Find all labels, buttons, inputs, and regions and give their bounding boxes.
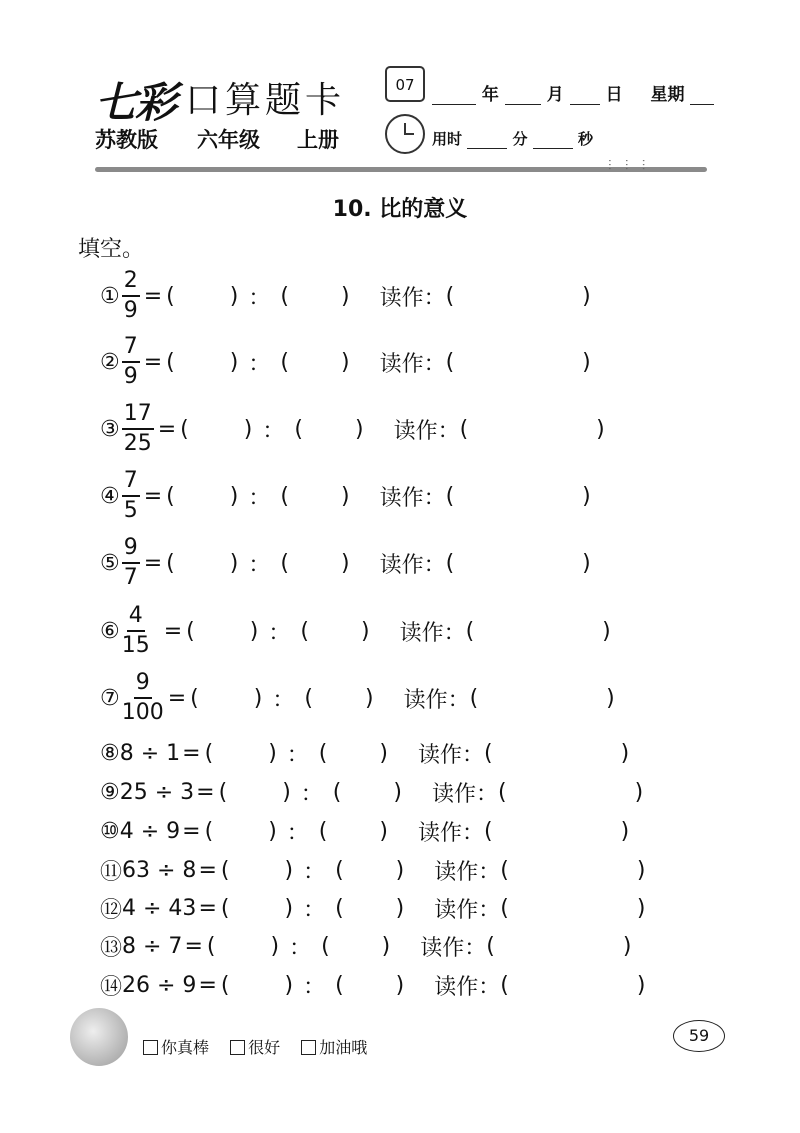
volume-label: 上册 xyxy=(297,128,339,152)
right-paren: ) xyxy=(229,550,239,576)
numerator: 9 xyxy=(134,672,152,699)
problem-row xyxy=(100,816,629,847)
right-paren: ) xyxy=(582,349,591,375)
left-paren: ( xyxy=(280,483,289,509)
left-paren: ( xyxy=(498,780,507,805)
left-paren: ( xyxy=(180,416,189,442)
date-fields xyxy=(432,80,714,105)
minutes-blank[interactable] xyxy=(467,148,507,149)
fraction xyxy=(122,336,140,388)
read-as-label: 读作： xyxy=(393,418,460,444)
problem-row xyxy=(100,605,611,657)
equals-sign: = xyxy=(157,416,177,442)
edition-label: 苏教版 xyxy=(95,128,158,152)
fraction xyxy=(122,470,140,522)
division-expression: 25 ÷ 3 xyxy=(119,780,195,805)
denominator: 9 xyxy=(123,298,138,323)
right-paren: ) xyxy=(229,349,239,375)
read-as-label: 读作： xyxy=(434,975,501,1000)
card-title: 口算题卡 xyxy=(185,80,346,121)
colon-sign: ： xyxy=(303,898,326,923)
equals-sign: = xyxy=(198,973,217,998)
problem-marker: ⑥ xyxy=(100,618,120,644)
right-paren: ) xyxy=(379,741,388,766)
left-paren: ( xyxy=(335,896,344,921)
problem-row xyxy=(100,270,591,322)
equals-sign: = xyxy=(143,483,163,509)
colon-sign: ： xyxy=(286,821,309,846)
division-expression: 26 ÷ 9 xyxy=(122,973,197,998)
problem-marker: ④ xyxy=(100,483,120,509)
problem-row xyxy=(100,855,645,886)
read-as-label: 读作： xyxy=(379,485,446,511)
left-paren: ( xyxy=(218,780,228,805)
left-paren: ( xyxy=(166,483,175,509)
problem-row xyxy=(100,672,615,724)
right-paren: ) xyxy=(340,283,350,309)
numerator: 7 xyxy=(122,470,140,497)
left-paren: ( xyxy=(332,780,342,805)
colon-sign: ： xyxy=(300,782,323,807)
right-paren: ) xyxy=(636,858,646,883)
clock-icon xyxy=(385,114,425,154)
right-paren: ) xyxy=(634,780,644,805)
right-paren: ) xyxy=(620,819,630,844)
colon-sign: ： xyxy=(303,975,326,1000)
problem-row xyxy=(100,336,591,388)
left-paren: ( xyxy=(280,349,289,375)
colon-sign: ： xyxy=(272,687,295,713)
equals-sign: = xyxy=(184,934,203,959)
problem-marker: ⑩ xyxy=(100,819,120,844)
colon-sign: ： xyxy=(286,743,309,768)
binding-rings-icon: ⫶ ⫶ ⫶ xyxy=(608,158,646,174)
seconds-blank[interactable] xyxy=(533,148,573,149)
calendar-icon xyxy=(385,66,425,102)
left-paren: ( xyxy=(500,858,509,883)
left-paren: ( xyxy=(220,973,230,998)
right-paren: ) xyxy=(582,283,591,309)
problem-marker: ① xyxy=(100,283,120,309)
rating-option-tryharder[interactable]: 加油哦 xyxy=(301,1038,367,1057)
instruction: 填空。 xyxy=(78,237,145,262)
right-paren: ) xyxy=(249,618,259,644)
checkbox-icon xyxy=(143,1040,158,1055)
read-as-label: 读作： xyxy=(434,898,501,923)
numerator: 2 xyxy=(122,270,140,297)
problem-marker: ⑪ xyxy=(100,860,123,885)
left-paren: ( xyxy=(190,685,199,711)
read-as-label: 读作： xyxy=(379,351,446,377)
right-paren: ) xyxy=(620,741,630,766)
left-paren: ( xyxy=(459,416,469,442)
equals-sign: = xyxy=(198,896,217,921)
problem-row xyxy=(100,970,645,1001)
left-paren: ( xyxy=(500,973,509,998)
right-paren: ) xyxy=(395,858,405,883)
day-label: 日 xyxy=(605,85,623,105)
year-blank[interactable] xyxy=(432,104,476,105)
equals-sign: = xyxy=(167,685,187,711)
left-paren: ( xyxy=(445,349,455,375)
left-paren: ( xyxy=(484,819,493,844)
right-paren: ) xyxy=(379,819,388,844)
left-paren: ( xyxy=(186,618,195,644)
checkbox-icon xyxy=(301,1040,316,1055)
numerator: 4 xyxy=(127,605,145,632)
equals-sign: = xyxy=(198,858,217,883)
division-expression: 63 ÷ 8 xyxy=(122,858,197,883)
problem-row xyxy=(100,777,643,808)
problem-row xyxy=(100,470,591,522)
left-paren: ( xyxy=(465,618,475,644)
day-blank[interactable] xyxy=(570,104,600,105)
equals-sign: = xyxy=(143,349,163,375)
left-paren: ( xyxy=(280,550,289,576)
problem-row xyxy=(100,893,645,924)
seconds-label: 秒 xyxy=(577,130,593,148)
rating-options xyxy=(143,1035,367,1058)
checkbox-icon xyxy=(230,1040,245,1055)
denominator: 25 xyxy=(123,431,152,456)
right-paren: ) xyxy=(622,934,632,959)
problem-marker: ⑫ xyxy=(100,898,123,923)
left-paren: ( xyxy=(220,858,230,883)
left-paren: ( xyxy=(469,685,479,711)
problem-row xyxy=(100,403,605,455)
year-label: 年 xyxy=(481,85,499,105)
rating-option-great[interactable]: 你真棒 xyxy=(143,1038,209,1057)
right-paren: ) xyxy=(229,483,239,509)
read-as-label: 读作： xyxy=(434,860,501,885)
equals-sign: = xyxy=(143,550,163,576)
time-fields xyxy=(432,128,593,149)
left-paren: ( xyxy=(335,858,344,883)
right-paren: ) xyxy=(270,934,280,959)
fraction xyxy=(122,672,164,724)
read-as-label: 读作： xyxy=(379,285,446,311)
colon-sign: ： xyxy=(303,860,326,885)
right-paren: ) xyxy=(393,780,402,805)
left-paren: ( xyxy=(335,973,344,998)
right-paren: ) xyxy=(243,416,253,442)
read-as-label: 读作： xyxy=(417,821,484,846)
left-paren: ( xyxy=(166,349,175,375)
fraction xyxy=(122,270,140,322)
left-paren: ( xyxy=(294,416,303,442)
time-used-label: 用时 xyxy=(432,130,463,148)
lesson-title: 10. 比的意义 xyxy=(332,197,468,222)
denominator: 100 xyxy=(121,700,164,725)
denominator: 15 xyxy=(121,633,150,658)
right-paren: ) xyxy=(340,349,350,375)
equals-sign: = xyxy=(196,780,215,805)
colon-sign: ： xyxy=(248,351,271,377)
equals-sign: = xyxy=(182,819,201,844)
denominator: 9 xyxy=(123,364,138,389)
problem-marker: ⑬ xyxy=(100,936,123,961)
numerator: 9 xyxy=(122,537,140,564)
left-paren: ( xyxy=(318,819,328,844)
problem-marker: ⑦ xyxy=(100,685,120,711)
right-paren: ) xyxy=(381,934,391,959)
weekday-blank[interactable] xyxy=(690,104,714,105)
division-expression: 8 ÷ 7 xyxy=(122,934,183,959)
left-paren: ( xyxy=(445,483,455,509)
right-paren: ) xyxy=(596,416,605,442)
left-paren: ( xyxy=(500,896,509,921)
right-paren: ) xyxy=(340,550,350,576)
left-paren: ( xyxy=(300,618,309,644)
colon-sign: ： xyxy=(268,620,291,646)
month-label: 月 xyxy=(546,85,564,105)
numerator: 7 xyxy=(122,336,140,363)
problem-row xyxy=(100,738,629,769)
grade-label: 六年级 xyxy=(197,128,260,152)
month-blank[interactable] xyxy=(505,104,541,105)
right-paren: ) xyxy=(268,819,277,844)
left-paren: ( xyxy=(484,741,493,766)
mascot-image xyxy=(70,1008,128,1066)
minutes-label: 分 xyxy=(512,130,528,148)
fraction xyxy=(122,605,150,657)
right-paren: ) xyxy=(360,618,370,644)
right-paren: ) xyxy=(636,896,646,921)
left-paren: ( xyxy=(445,550,455,576)
numerator: 17 xyxy=(122,403,154,430)
read-as-label: 读作： xyxy=(399,620,466,646)
division-expression: 4 ÷ 43 xyxy=(122,896,197,921)
right-paren: ) xyxy=(602,618,611,644)
left-paren: ( xyxy=(486,934,495,959)
right-paren: ) xyxy=(253,685,263,711)
division-expression: 4 ÷ 9 xyxy=(119,819,181,844)
division-expression: 8 ÷ 1 xyxy=(119,741,181,766)
denominator: 7 xyxy=(123,565,138,590)
rating-option-good[interactable]: 很好 xyxy=(230,1038,280,1057)
left-paren: ( xyxy=(321,934,330,959)
equals-sign: = xyxy=(182,741,201,766)
read-as-label: 读作： xyxy=(379,552,446,578)
right-paren: ) xyxy=(395,973,405,998)
colon-sign: ： xyxy=(248,552,271,578)
left-paren: ( xyxy=(220,896,230,921)
weekday-label: 星期 xyxy=(650,85,685,105)
problem-row xyxy=(100,537,591,589)
right-paren: ) xyxy=(284,858,294,883)
problem-marker: ③ xyxy=(100,416,120,442)
left-paren: ( xyxy=(280,283,289,309)
denominator: 5 xyxy=(123,498,138,523)
right-paren: ) xyxy=(284,973,294,998)
right-paren: ) xyxy=(268,741,277,766)
colon-sign: ： xyxy=(248,485,271,511)
colon-sign: ： xyxy=(289,936,312,961)
left-paren: ( xyxy=(318,741,328,766)
problem-marker: ② xyxy=(100,349,120,375)
right-paren: ) xyxy=(606,685,615,711)
problem-row xyxy=(100,931,631,962)
problem-marker: ⑤ xyxy=(100,550,120,576)
right-paren: ) xyxy=(582,483,591,509)
right-paren: ) xyxy=(282,780,291,805)
right-paren: ) xyxy=(364,685,374,711)
equals-sign: = xyxy=(163,618,183,644)
left-paren: ( xyxy=(445,283,455,309)
problem-marker: ⑧ xyxy=(100,741,120,766)
fraction xyxy=(122,403,154,455)
right-paren: ) xyxy=(395,896,405,921)
problem-marker: ⑭ xyxy=(100,975,123,1000)
read-as-label: 读作： xyxy=(403,687,470,713)
left-paren: ( xyxy=(206,934,216,959)
brand-logo: 七彩 xyxy=(95,78,176,127)
left-paren: ( xyxy=(204,819,214,844)
right-paren: ) xyxy=(582,550,591,576)
read-as-label: 读作： xyxy=(417,743,484,768)
right-paren: ) xyxy=(284,896,294,921)
calendar-number: 07 xyxy=(395,76,415,94)
read-as-label: 读作： xyxy=(431,782,498,807)
right-paren: ) xyxy=(229,283,239,309)
colon-sign: ： xyxy=(262,418,285,444)
left-paren: ( xyxy=(166,283,175,309)
page-number: 59 xyxy=(673,1020,725,1052)
problem-marker: ⑨ xyxy=(100,780,120,805)
left-paren: ( xyxy=(204,741,214,766)
colon-sign: ： xyxy=(248,285,271,311)
equals-sign: = xyxy=(143,283,163,309)
read-as-label: 读作： xyxy=(420,936,487,961)
right-paren: ) xyxy=(340,483,350,509)
right-paren: ) xyxy=(636,973,646,998)
left-paren: ( xyxy=(166,550,175,576)
fraction xyxy=(122,537,140,589)
left-paren: ( xyxy=(304,685,313,711)
right-paren: ) xyxy=(354,416,364,442)
